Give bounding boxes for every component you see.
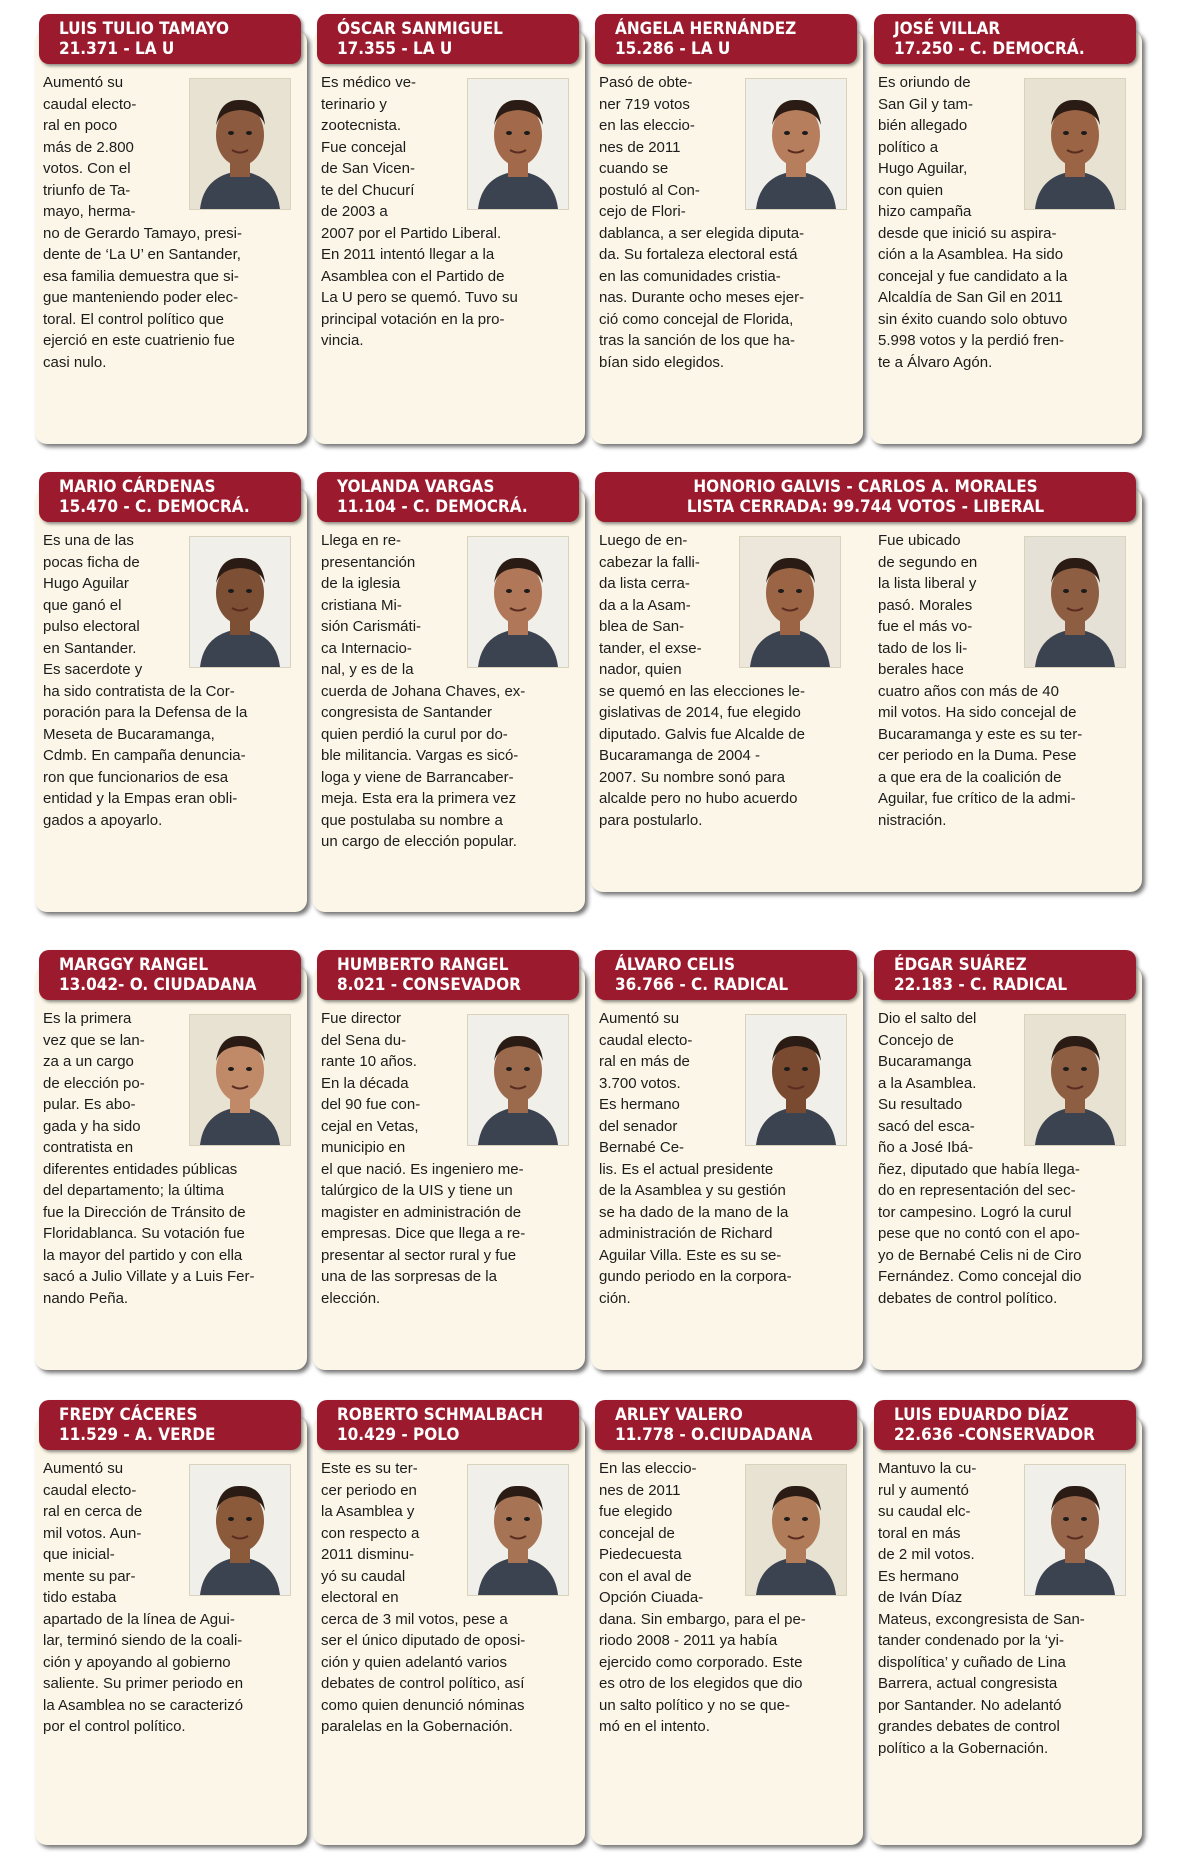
- candidate-name: ÓSCAR SANMIGUEL: [337, 19, 503, 39]
- bio-line: lar, terminó siendo de la coali-: [43, 1632, 243, 1649]
- candidate-header: [317, 950, 579, 1000]
- bio-line: Bucaramanga y este es su ter-: [878, 725, 1083, 743]
- bio-line: yó su caudal: [321, 1567, 406, 1585]
- bio-line: gue manteniendo poder elec-: [43, 289, 239, 306]
- bio-line: presentar al sector rural y fue: [321, 1246, 517, 1264]
- bio-line: tido estaba: [43, 1589, 117, 1606]
- bio-line: vez que se lan-: [43, 1031, 145, 1049]
- bio-line: ción y apoyando al gobierno: [43, 1653, 231, 1671]
- galvis-bio: [599, 530, 857, 831]
- candidate-bio: [599, 1458, 853, 1738]
- bio-line: Es hermano: [599, 1096, 680, 1113]
- bio-line: de San Vicen-: [321, 160, 415, 177]
- candidate-header: [39, 472, 301, 522]
- bio-line: Es médico ve-: [321, 74, 417, 91]
- bio-line: do en representación del sec-: [878, 1182, 1076, 1199]
- bio-line: gados a apoyarlo.: [43, 811, 163, 829]
- bio-line: nistración.: [878, 811, 947, 829]
- candidate-header: [317, 472, 579, 522]
- bio-line: la mayor del partido y con ella: [43, 1246, 243, 1264]
- candidate-bio: [599, 1008, 853, 1309]
- bio-line: vincia.: [321, 332, 364, 349]
- bio-line: nal, y es de la: [321, 661, 414, 678]
- candidate-bio: [321, 1458, 575, 1738]
- bio-line: ció como concejal de Florida,: [599, 310, 794, 328]
- bio-line: para postularlo.: [599, 811, 703, 829]
- candidate-votes: 36.766 - C. RADICAL: [615, 975, 789, 995]
- bio-line: Es sacerdote y: [43, 661, 143, 678]
- bio-line: empresas. Dice que llega a re-: [321, 1225, 526, 1242]
- candidate-header: [874, 950, 1136, 1000]
- bio-line: poración para la Defensa de la: [43, 704, 248, 721]
- bio-line: esa familia demuestra que si-: [43, 267, 239, 285]
- bio-line: ner 719 votos: [599, 95, 690, 113]
- bio-line: La U pero se quemó. Tuvo su: [321, 289, 518, 306]
- bio-line: paralelas en la Gobernación.: [321, 1718, 513, 1735]
- bio-line: ción y quien adelantó varios: [321, 1653, 507, 1671]
- bio-line: Este es su ter-: [321, 1460, 418, 1477]
- bio-line: Floridablanca. Su votación fue: [43, 1225, 245, 1242]
- candidate-header: [595, 14, 857, 64]
- bio-line: el que nació. Es ingeniero me-: [321, 1160, 524, 1178]
- list-votes: LISTA CERRADA: 99.744 VOTOS - LIBERAL: [686, 497, 1045, 517]
- bio-line: político a: [878, 138, 939, 156]
- bio-line: Bucaramanga de 2004 -: [599, 747, 760, 764]
- bio-line: sacó del esca-: [878, 1117, 975, 1135]
- bio-line: en las comunidades cristia-: [599, 267, 781, 285]
- bio-line: ción.: [599, 1289, 631, 1307]
- bio-line: saliente. Su primer periodo en: [43, 1675, 244, 1692]
- candidate-votes: 11.778 - O.CIUDADANA: [615, 1425, 813, 1445]
- bio-line: Dio el salto del: [878, 1010, 977, 1027]
- bio-line: del departamento; la última: [43, 1182, 224, 1199]
- bio-line: Cdmb. En campaña denuncia-: [43, 747, 246, 764]
- candidate-header: [39, 1400, 301, 1450]
- bio-line: gada y ha sido: [43, 1117, 141, 1135]
- bio-line: fue elegido: [599, 1503, 673, 1520]
- bio-line: San Gil y tam-: [878, 95, 974, 113]
- candidate-header: [317, 1400, 579, 1450]
- bio-line: rul y aumentó: [878, 1481, 969, 1499]
- bio-line: de la iglesia: [321, 575, 401, 592]
- bio-line: Aumentó su: [43, 74, 124, 91]
- bio-line: concejal de: [599, 1524, 675, 1542]
- candidate-name: MARIO CÁRDENAS: [59, 477, 216, 497]
- bio-line: de elección po-: [43, 1074, 145, 1092]
- bio-line: Su resultado: [878, 1096, 963, 1113]
- bio-line: cejo de Flori-: [599, 203, 686, 220]
- list-names: HONORIO GALVIS - CARLOS A. MORALES: [693, 477, 1038, 497]
- bio-line: ral en poco: [43, 117, 118, 134]
- bio-line: nando Peña.: [43, 1289, 129, 1307]
- bio-line: contratista en: [43, 1139, 134, 1156]
- bio-line: de Iván Díaz: [878, 1589, 963, 1606]
- bio-line: cejal en Vetas,: [321, 1117, 419, 1135]
- bio-line: de 2 mil votos.: [878, 1546, 975, 1563]
- bio-line: ha sido contratista de la Cor-: [43, 682, 235, 700]
- bio-line: quien perdió la curul por do-: [321, 725, 508, 743]
- bio-line: berales hace: [878, 661, 964, 678]
- bio-line: cuatro años con más de 40: [878, 682, 1059, 700]
- bio-line: con el aval de: [599, 1567, 692, 1585]
- bio-line: entidad y la Empas eran obli-: [43, 790, 238, 807]
- bio-line: triunfo de Ta-: [43, 181, 131, 199]
- candidate-name: JOSÉ VILLAR: [894, 19, 1001, 39]
- bio-line: ejerció en este cuatrienio fue: [43, 332, 235, 349]
- bio-line: En 2011 intentó llegar a la: [321, 246, 495, 263]
- bio-line: nes de 2011: [599, 138, 681, 156]
- bio-line: de 2003 a: [321, 203, 388, 220]
- candidate-name: MARGGY RANGEL: [59, 955, 209, 975]
- bio-line: nas. Durante ocho meses ejer-: [599, 289, 805, 306]
- bio-line: bién allegado: [878, 117, 968, 134]
- bio-line: su caudal elc-: [878, 1503, 971, 1520]
- bio-line: te a Álvaro Agón.: [878, 353, 993, 371]
- bio-line: Luego de en-: [599, 532, 688, 549]
- bio-line: en Santander.: [43, 639, 137, 657]
- bio-line: hizo campaña: [878, 203, 972, 220]
- bio-line: da. Su fortaleza electoral está: [599, 246, 798, 263]
- candidate-name: HUMBERTO RANGEL: [337, 955, 509, 975]
- bio-line: pocas ficha de: [43, 553, 140, 571]
- bio-line: Aumentó su: [599, 1010, 680, 1027]
- bio-line: no de Gerardo Tamayo, presi-: [43, 224, 242, 242]
- bio-line: 3.700 votos.: [599, 1074, 681, 1092]
- bio-line: mil votos. Ha sido concejal de: [878, 704, 1077, 721]
- bio-line: Es hermano: [878, 1567, 959, 1585]
- bio-line: fue la Dirección de Tránsito de: [43, 1203, 246, 1221]
- candidate-name: LUIS TULIO TAMAYO: [59, 19, 230, 39]
- candidate-votes: 8.021 - CONSEVADOR: [337, 975, 521, 995]
- bio-line: sión Carismáti-: [321, 618, 422, 635]
- bio-line: cer periodo en: [321, 1481, 417, 1499]
- bio-line: una de las sorpresas de la: [321, 1268, 497, 1285]
- bio-line: nes de 2011: [599, 1481, 681, 1499]
- candidate-bio: [43, 1458, 297, 1738]
- bio-line: Mateus, excongresista de San-: [878, 1610, 1085, 1628]
- candidate-votes: 22.183 - C. RADICAL: [894, 975, 1068, 995]
- bio-line: del Sena du-: [321, 1031, 407, 1049]
- candidate-header: [39, 14, 301, 64]
- bio-line: meja. Esta era la primera vez: [321, 790, 517, 807]
- bio-line: tado de los li-: [878, 639, 968, 657]
- bio-line: se ha dado de la mano de la: [599, 1203, 789, 1221]
- bio-line: ron que funcionarios de esa: [43, 768, 229, 786]
- bio-line: diferentes entidades públicas: [43, 1160, 238, 1178]
- bio-line: En las eleccio-: [599, 1460, 697, 1477]
- bio-line: blea de San-: [599, 618, 685, 635]
- bio-line: ble militancia. Vargas es sicó-: [321, 747, 519, 764]
- bio-line: debates de control político, así: [321, 1675, 525, 1692]
- candidate-header: [595, 950, 857, 1000]
- bio-line: tor campesino. Logró la curul: [878, 1203, 1072, 1221]
- bio-line: Mantuvo la cu-: [878, 1460, 977, 1477]
- candidate-votes: 15.470 - C. DEMOCRÁ.: [59, 497, 250, 517]
- candidate-votes: 10.429 - POLO: [337, 1425, 460, 1445]
- bio-line: zootecnista.: [321, 117, 402, 134]
- bio-line: Fue director: [321, 1010, 402, 1027]
- bio-line: 2007 por el Partido Liberal.: [321, 224, 502, 242]
- bio-line: dente de ‘La U’ en Santander,: [43, 246, 241, 263]
- bio-line: caudal electo-: [599, 1031, 693, 1049]
- bio-line: bían sido elegidos.: [599, 353, 725, 371]
- bio-line: yo de Bernabé Celis ni de Ciro: [878, 1246, 1082, 1264]
- candidate-header: [317, 14, 579, 64]
- bio-line: a que era de la coalición de: [878, 768, 1062, 786]
- bio-line: talúrgico de la UIS y tiene un: [321, 1182, 513, 1199]
- candidate-votes: 13.042- O. CIUDADANA: [59, 975, 257, 995]
- bio-line: dablanca, a ser elegida diputa-: [599, 224, 805, 242]
- bio-line: magister en administración de: [321, 1203, 522, 1221]
- bio-line: debates de control político.: [878, 1289, 1058, 1307]
- bio-line: de la Asamblea y su gestión: [599, 1182, 786, 1199]
- bio-line: casi nulo.: [43, 353, 107, 371]
- bio-line: Meseta de Bucaramanga,: [43, 725, 215, 743]
- bio-line: Llega en re-: [321, 532, 402, 549]
- bio-line: del 90 fue con-: [321, 1096, 421, 1113]
- bio-line: Es oriundo de: [878, 74, 971, 91]
- bio-line: toral en más: [878, 1524, 961, 1542]
- bio-line: 2011 disminu-: [321, 1546, 415, 1563]
- candidate-header: [874, 14, 1136, 64]
- bio-line: cuando se: [599, 160, 669, 177]
- candidate-bio: [43, 1008, 297, 1309]
- bio-line: cer periodo en la Duma. Pese: [878, 747, 1077, 764]
- candidate-name: FREDY CÁCERES: [59, 1405, 198, 1425]
- bio-line: apartado de la línea de Agui-: [43, 1610, 235, 1628]
- bio-line: Hugo Aguilar,: [878, 160, 968, 177]
- candidate-votes: 11.104 - C. DEMOCRÁ.: [337, 497, 528, 517]
- bio-line: la Asamblea no se caracterizó: [43, 1696, 244, 1714]
- bio-line: caudal electo-: [43, 95, 137, 113]
- bio-line: del senador: [599, 1117, 678, 1135]
- bio-line: mil votos. Aun-: [43, 1524, 142, 1542]
- bio-line: sin éxito cuando solo obtuvo: [878, 310, 1068, 328]
- candidate-bio: [43, 72, 297, 373]
- bio-line: pulso electoral: [43, 618, 140, 635]
- bio-line: ca Internacio-: [321, 639, 412, 657]
- bio-line: rante 10 años.: [321, 1053, 417, 1070]
- bio-line: un salto político y no se que-: [599, 1696, 790, 1714]
- bio-line: la lista liberal y: [878, 575, 977, 592]
- candidate-bio: [321, 530, 575, 853]
- bio-line: Bucaramanga: [878, 1053, 972, 1070]
- bio-line: Barrera, actual congresista: [878, 1675, 1058, 1692]
- bio-line: se quemó en las elecciones le-: [599, 682, 805, 700]
- bio-line: diputado. Galvis fue Alcalde de: [599, 725, 805, 743]
- bio-line: cuerda de Johana Chaves, ex-: [321, 682, 526, 700]
- candidate-name: ARLEY VALERO: [615, 1405, 743, 1425]
- bio-line: Alcaldía de San Gil en 2011: [878, 289, 1063, 306]
- candidate-votes: 21.371 - LA U: [59, 39, 175, 59]
- bio-line: ño a José Ibá-: [878, 1139, 974, 1156]
- bio-line: lis. Es el actual presidente: [599, 1160, 774, 1178]
- bio-line: Aguilar Villa. Este es su se-: [599, 1246, 782, 1264]
- bio-line: dispolítica’ y cuñado de Lina: [878, 1653, 1066, 1671]
- candidate-votes: 11.529 - A. VERDE: [59, 1425, 216, 1445]
- bio-line: Concejo de: [878, 1031, 954, 1049]
- bio-line: za a un cargo: [43, 1053, 134, 1070]
- bio-line: que inicial-: [43, 1546, 115, 1563]
- bio-line: terinario y: [321, 95, 387, 113]
- bio-line: cabezar la falli-: [599, 553, 700, 571]
- bio-line: Bernabé Ce-: [599, 1139, 685, 1156]
- bio-line: con respecto a: [321, 1524, 420, 1542]
- candidate-name: LUIS EDUARDO DÍAZ: [894, 1405, 1069, 1425]
- bio-line: te del Chucurí: [321, 181, 415, 199]
- candidate-votes: 17.355 - LA U: [337, 39, 453, 59]
- bio-line: con quien: [878, 181, 944, 199]
- bio-line: riodo 2008 - 2011 ya había: [599, 1632, 778, 1649]
- list-header: [595, 472, 1136, 522]
- candidate-name: ÁLVARO CELIS: [615, 955, 735, 975]
- candidate-bio: [878, 1458, 1132, 1759]
- bio-line: tander, el exse-: [599, 639, 702, 657]
- bio-line: toral. El control político que: [43, 310, 224, 328]
- bio-line: nador, quien: [599, 661, 682, 678]
- bio-line: caudal electo-: [43, 1481, 137, 1499]
- candidate-bio: [878, 72, 1132, 373]
- bio-line: desde que inició su aspira-: [878, 224, 1057, 242]
- candidate-header: [595, 1400, 857, 1450]
- candidate-bio: [321, 1008, 575, 1309]
- bio-line: presentanción: [321, 553, 416, 571]
- candidate-votes: 17.250 - C. DEMOCRÁ.: [894, 39, 1085, 59]
- bio-line: gislativas de 2014, fue elegido: [599, 704, 801, 721]
- bio-line: En la década: [321, 1074, 409, 1092]
- bio-line: grandes debates de control: [878, 1718, 1060, 1735]
- bio-line: pese que no contó con el apo-: [878, 1225, 1080, 1242]
- bio-line: 5.998 votos y la perdió fren-: [878, 332, 1064, 349]
- bio-line: por el control político.: [43, 1718, 186, 1735]
- bio-line: ción a la Asamblea. Ha sido: [878, 246, 1064, 263]
- bio-line: principal votación en la pro-: [321, 310, 505, 328]
- bio-line: pular. Es abo-: [43, 1096, 136, 1113]
- bio-line: Aumentó su: [43, 1460, 124, 1477]
- bio-line: ñez, diputado que había llega-: [878, 1160, 1080, 1178]
- candidate-votes: 22.636 -CONSERVADOR: [894, 1425, 1095, 1445]
- candidate-name: ÉDGAR SUÁREZ: [894, 955, 1027, 975]
- bio-line: Es una de las: [43, 532, 134, 549]
- bio-line: da a la Asam-: [599, 596, 691, 614]
- bio-line: cristiana Mi-: [321, 596, 402, 614]
- bio-line: sacó a Julio Villate y a Luis Fer-: [43, 1268, 255, 1285]
- bio-line: mó en el intento.: [599, 1718, 710, 1735]
- bio-line: ser el único diputado de oposi-: [321, 1632, 526, 1649]
- bio-line: de segundo en: [878, 553, 978, 571]
- bio-line: cerca de 3 mil votos, pese a: [321, 1610, 508, 1628]
- bio-line: Fernández. Como concejal dio: [878, 1268, 1082, 1285]
- bio-line: administración de Richard: [599, 1225, 773, 1242]
- bio-line: municipio en: [321, 1139, 406, 1156]
- bio-line: mente su par-: [43, 1567, 136, 1585]
- bio-line: Piedecuesta: [599, 1546, 682, 1563]
- bio-line: Hugo Aguilar: [43, 575, 129, 592]
- candidate-bio: [321, 72, 575, 352]
- bio-line: que postulaba su nombre a: [321, 811, 503, 829]
- bio-line: como quien denunció nóminas: [321, 1696, 525, 1714]
- bio-line: postuló al Con-: [599, 181, 700, 199]
- bio-line: a la Asamblea.: [878, 1074, 977, 1092]
- bio-line: político a la Gobernación.: [878, 1739, 1049, 1757]
- candidate-name: YOLANDA VARGAS: [337, 477, 495, 497]
- bio-line: en las eleccio-: [599, 117, 695, 134]
- bio-line: Asamblea con el Partido de: [321, 267, 505, 285]
- bio-line: alcalde pero no hubo acuerdo: [599, 790, 798, 807]
- bio-line: por Santander. No adelantó: [878, 1696, 1062, 1714]
- bio-line: gundo periodo en la corpora-: [599, 1268, 792, 1285]
- bio-line: loga y viene de Barrancaber-: [321, 768, 514, 786]
- bio-line: votos. Con el: [43, 160, 131, 177]
- bio-line: Es la primera: [43, 1010, 132, 1027]
- bio-line: congresista de Santander: [321, 704, 492, 721]
- candidate-name: ÁNGELA HERNÁNDEZ: [615, 19, 797, 39]
- bio-line: fue el más vo-: [878, 618, 973, 635]
- bio-line: Opción Ciuada-: [599, 1589, 704, 1606]
- bio-line: Fue concejal: [321, 138, 407, 156]
- bio-line: ejercido como corporado. Este: [599, 1653, 803, 1671]
- bio-line: más de 2.800: [43, 138, 134, 156]
- candidate-votes: 15.286 - LA U: [615, 39, 731, 59]
- bio-line: 2007. Su nombre sonó para: [599, 768, 785, 786]
- bio-line: elección.: [321, 1289, 381, 1307]
- candidate-bio: [599, 72, 853, 373]
- candidate-header: [39, 950, 301, 1000]
- bio-line: que ganó el: [43, 596, 122, 614]
- bio-line: da lista cerra-: [599, 575, 690, 592]
- bio-line: electoral en: [321, 1589, 399, 1606]
- bio-line: un cargo de elección popular.: [321, 833, 517, 850]
- bio-line: tras la sanción de los que ha-: [599, 332, 795, 349]
- morales-bio: [878, 530, 1136, 831]
- bio-line: mayo, herma-: [43, 203, 136, 220]
- candidate-name: ROBERTO SCHMALBACH: [337, 1405, 544, 1425]
- bio-line: ral en cerca de: [43, 1503, 143, 1520]
- bio-line: la Asamblea y: [321, 1503, 415, 1520]
- bio-line: Aguilar, fue crítico de la admi-: [878, 790, 1076, 807]
- bio-line: tander condenado por la ‘yi-: [878, 1632, 1064, 1649]
- bio-line: pasó. Morales: [878, 596, 973, 614]
- bio-line: dana. Sin embargo, para el pe-: [599, 1610, 806, 1628]
- bio-line: concejal y fue candidato a la: [878, 267, 1068, 285]
- candidate-bio: [43, 530, 297, 831]
- candidate-header: [874, 1400, 1136, 1450]
- bio-line: ral en más de: [599, 1053, 690, 1070]
- bio-line: Fue ubicado: [878, 532, 961, 549]
- bio-line: Pasó de obte-: [599, 74, 693, 91]
- bio-line: es otro de los elegidos que dio: [599, 1675, 803, 1692]
- candidate-bio: [878, 1008, 1132, 1309]
